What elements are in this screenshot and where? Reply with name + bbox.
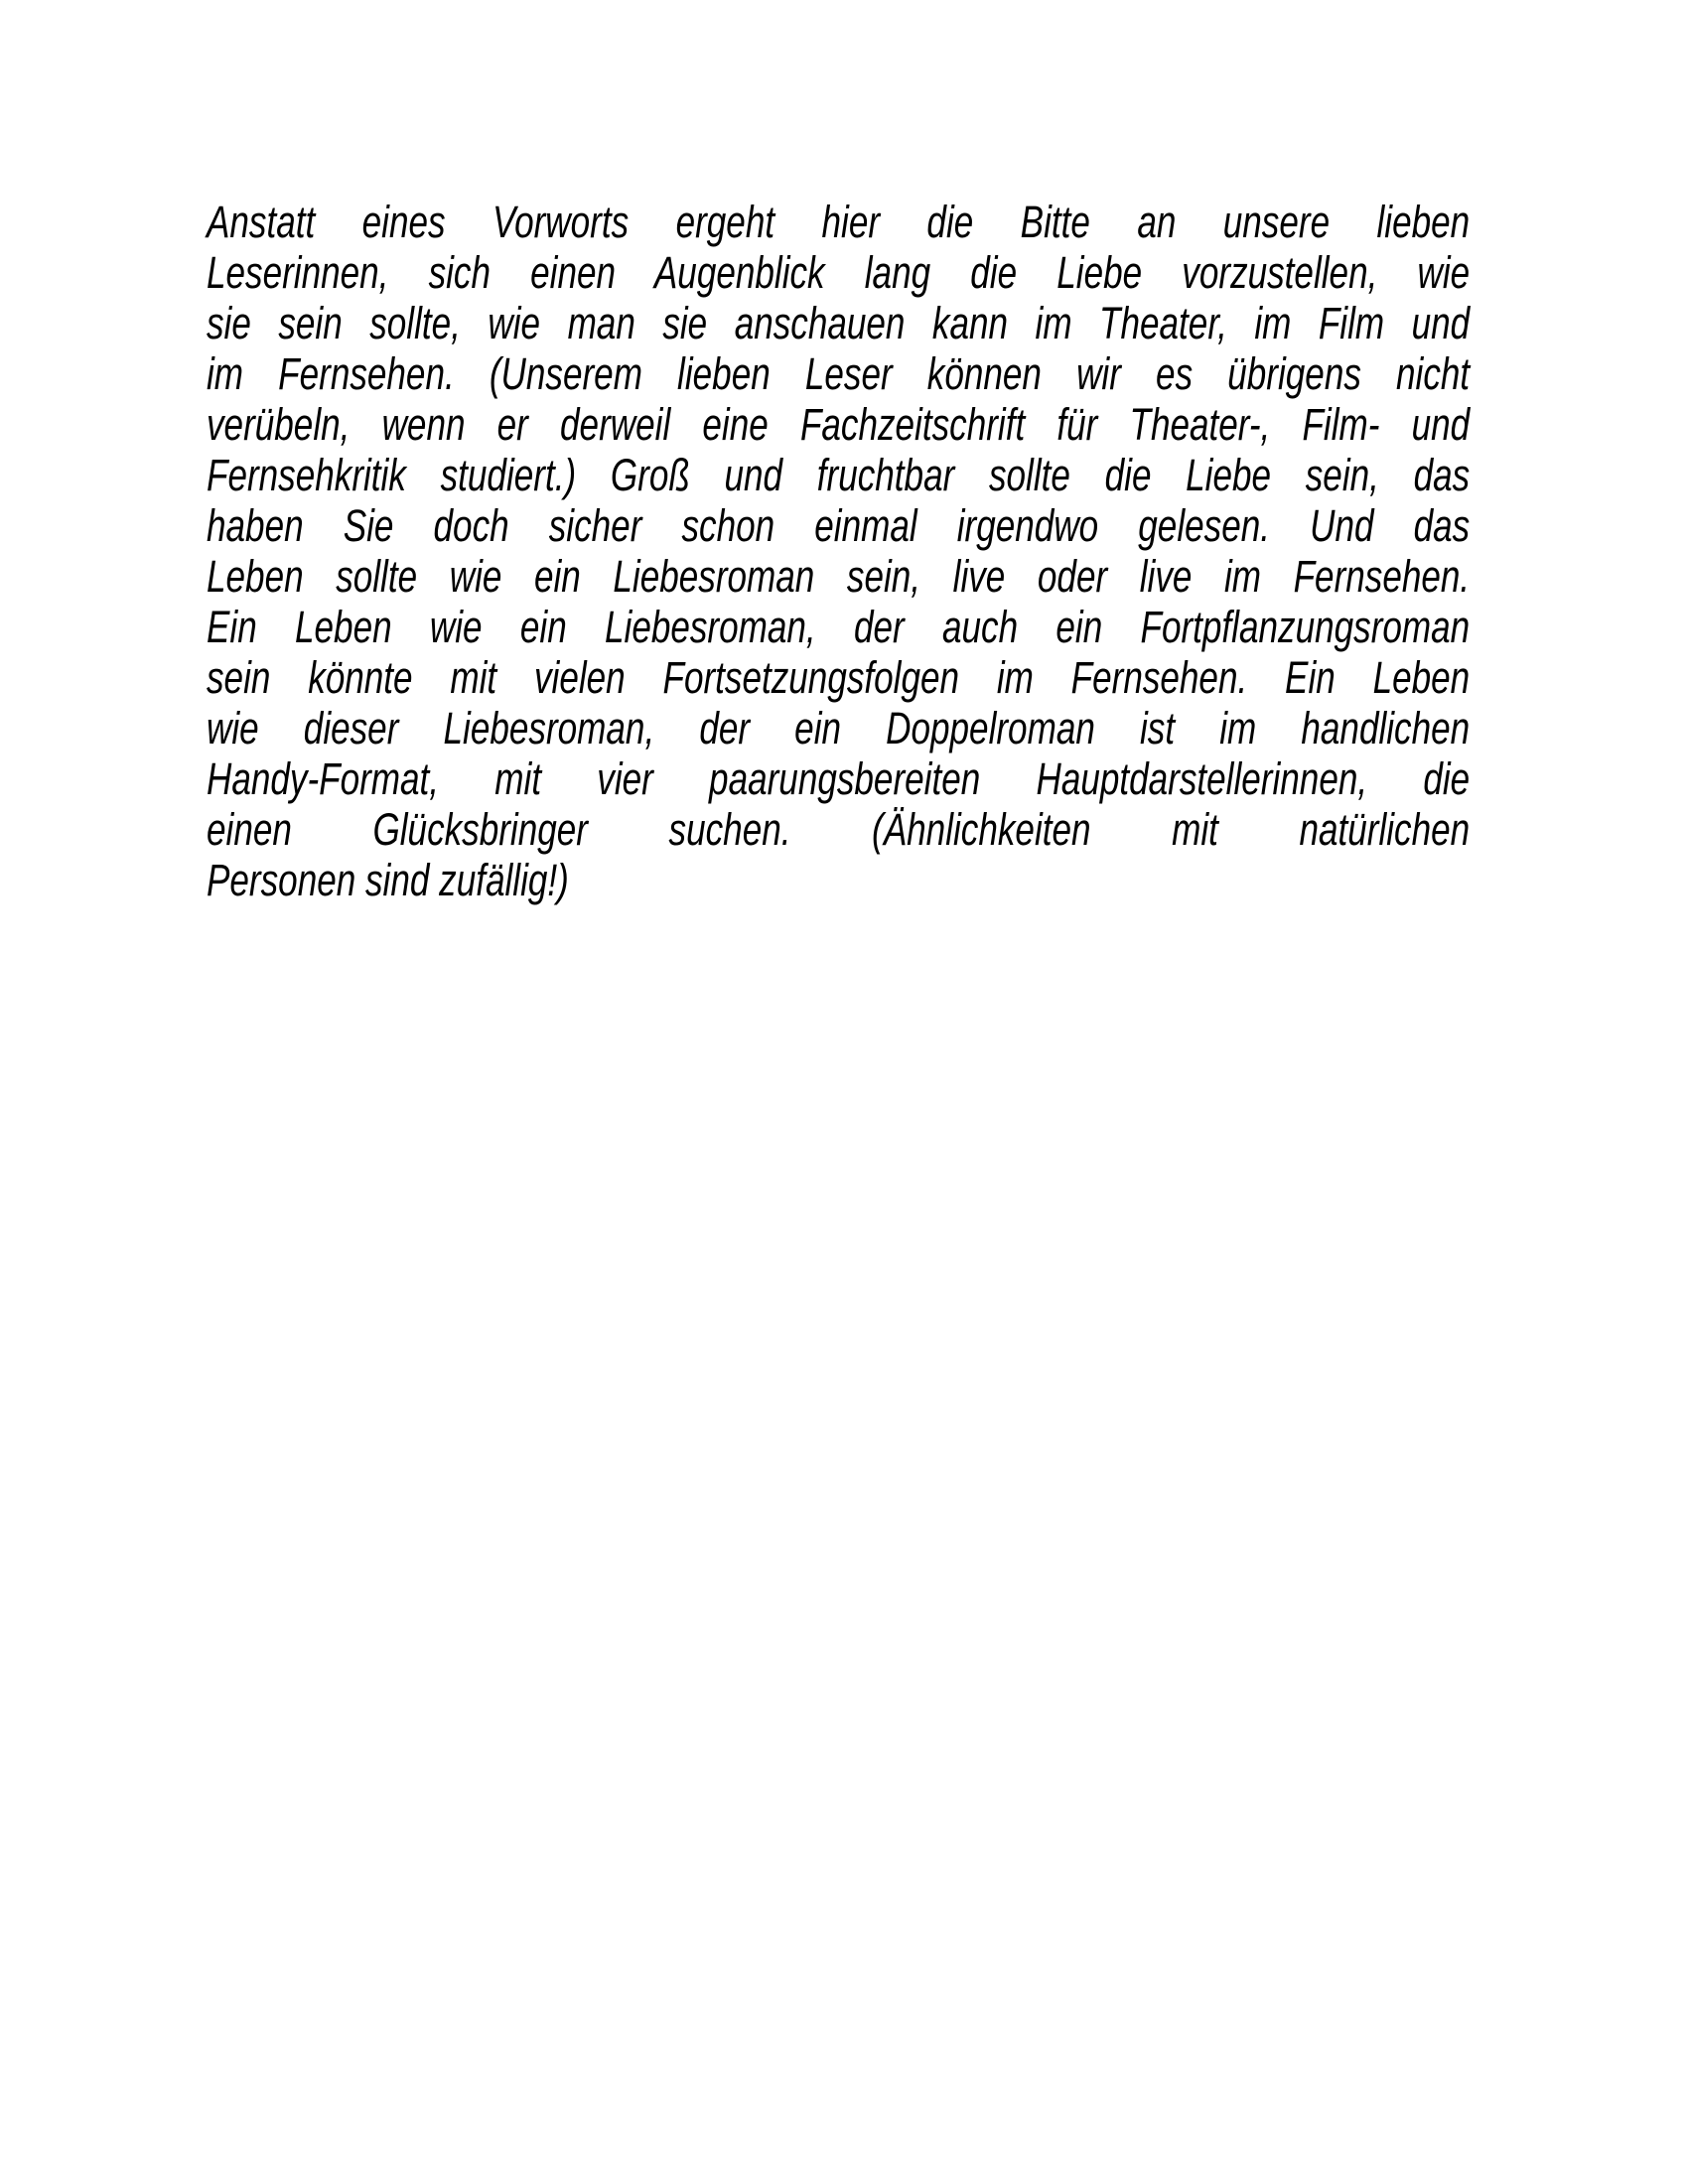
paragraph-line: sein könnte mit vielen Fortsetzungsfolgen im Fernsehen. Ein Leben [207, 652, 1471, 703]
paragraph-line: im Fernsehen. (Unserem lieben Leser können wir es übrigens nicht [207, 348, 1471, 399]
paragraph-line: haben Sie doch sicher schon einmal irgendwo gelesen. Und das [207, 500, 1471, 551]
paragraph-line: Handy-Format, mit vier paarungsbereiten Hauptdarstellerinnen, die [207, 753, 1471, 804]
paragraph-line: Anstatt eines Vorworts ergeht hier die Bitte an unsere lieben [207, 197, 1471, 247]
paragraph-line-last: Personen sind zufällig!) [207, 855, 569, 905]
paragraph-line: Fernsehkritik studiert.) Groß und fruchtbar sollte die Liebe sein, das [207, 450, 1471, 500]
paragraph-line: einen Glücksbringer suchen. (Ähnlichkeiten mit natürlichen [207, 804, 1471, 855]
paragraph-line: Ein Leben wie ein Liebesroman, der auch ein Fortpflanzungsroman [207, 602, 1471, 652]
paragraph-line: Leserinnen, sich einen Augenblick lang die Liebe vorzustellen, wie [207, 247, 1471, 298]
paragraph-line: wie dieser Liebesroman, der ein Doppelroman ist im handlichen [207, 703, 1471, 753]
paragraph-line: verübeln, wenn er derweil eine Fachzeitschrift für Theater-, Film- und [207, 399, 1471, 450]
paragraph-line: Leben sollte wie ein Liebesroman sein, live oder live im Fernsehen. [207, 551, 1471, 602]
preface-paragraph [207, 197, 1470, 905]
paragraph-line: sie sein sollte, wie man sie anschauen kann im Theater, im Film und [207, 298, 1471, 348]
